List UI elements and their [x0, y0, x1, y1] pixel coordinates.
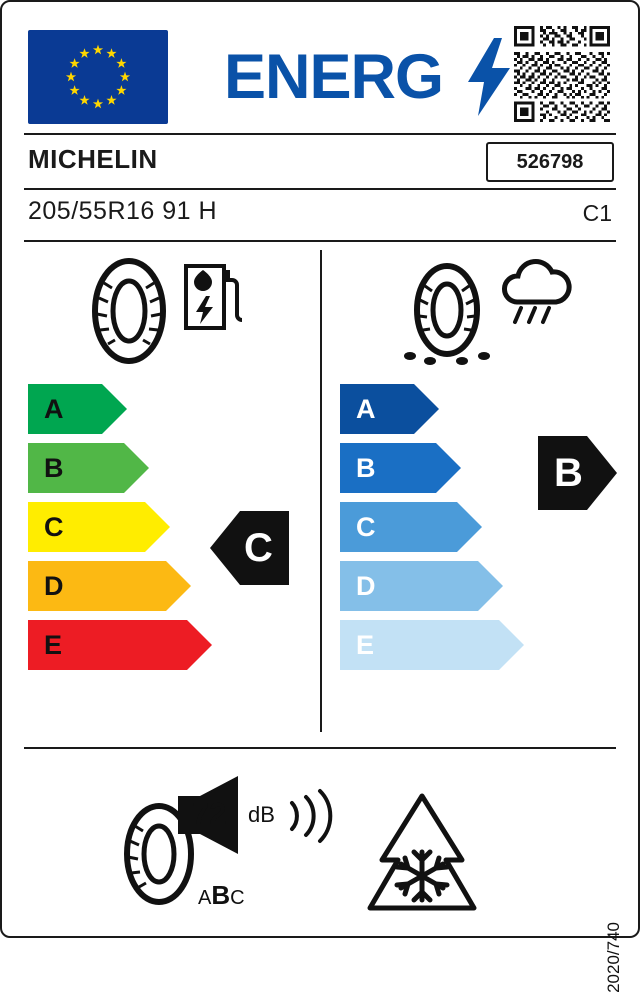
fuel-grade-e: [28, 620, 212, 670]
noise-class-c: C: [230, 887, 245, 909]
divider-2: [24, 188, 616, 190]
fuel-efficiency-scale: [28, 384, 212, 679]
sound-waves-icon: [286, 787, 334, 845]
issue-date: 2020/740: [604, 922, 623, 993]
fuel-rating-marker: [210, 511, 289, 585]
wet-grade-c: [340, 502, 524, 552]
tyre-icon: [84, 258, 174, 364]
fuel-grade-d: [28, 561, 212, 611]
three-peak-mountain-snowflake-icon: [350, 790, 494, 918]
fuel-grade-c-letter: C: [44, 511, 64, 542]
wet-grip-scale: [340, 384, 524, 679]
brand-name: MICHELIN: [28, 144, 158, 174]
wet-grade-a-letter: A: [356, 393, 376, 424]
wet-grade-b-letter: B: [356, 452, 376, 483]
label-header: [2, 2, 638, 130]
noise-class-row: [198, 880, 245, 911]
noise-class-a: A: [198, 887, 212, 909]
rain-cloud-icon: [497, 258, 577, 330]
tyre-wet-icon: [400, 266, 494, 366]
divider-3: [24, 240, 616, 242]
fuel-rating-value: C: [240, 511, 289, 585]
tyre-class: C1: [582, 200, 612, 226]
eu-stars: [28, 30, 168, 124]
fuel-grade-a-letter: A: [44, 393, 64, 424]
wet-grade-c-letter: C: [356, 511, 376, 542]
fuel-grade-b: [28, 443, 212, 493]
fuel-grade-d-letter: D: [44, 570, 64, 601]
tyre-size: 205/55R16 91 H: [28, 197, 218, 225]
wet-grade-b: [340, 443, 524, 493]
divider-1: [24, 133, 616, 135]
wet-grade-d: [340, 561, 524, 611]
wet-rating-marker: [538, 436, 617, 510]
wet-grade-d-letter: D: [356, 570, 376, 601]
fuel-grade-c: [28, 502, 212, 552]
wet-grade-e-letter: E: [356, 629, 375, 660]
noise-value: 72: [192, 796, 227, 831]
noise-class-selected: B: [211, 880, 231, 910]
wet-rating-value: B: [538, 436, 587, 510]
noise-unit: dB: [248, 802, 275, 827]
fuel-pump-icon: [182, 260, 244, 332]
wet-grade-a: [340, 384, 524, 434]
wet-grade-e: [340, 620, 524, 670]
fuel-grade-e-letter: E: [44, 629, 63, 660]
qr-code-icon: [514, 26, 610, 122]
fuel-grade-a: [28, 384, 212, 434]
supplier-code: 526798: [486, 142, 614, 182]
vertical-divider: [320, 250, 322, 732]
page-title: ENERG: [224, 42, 444, 112]
energy-bolt-icon: [468, 38, 510, 116]
divider-4: [24, 747, 616, 749]
eu-flag-icon: [28, 30, 168, 124]
fuel-grade-b-letter: B: [44, 452, 64, 483]
